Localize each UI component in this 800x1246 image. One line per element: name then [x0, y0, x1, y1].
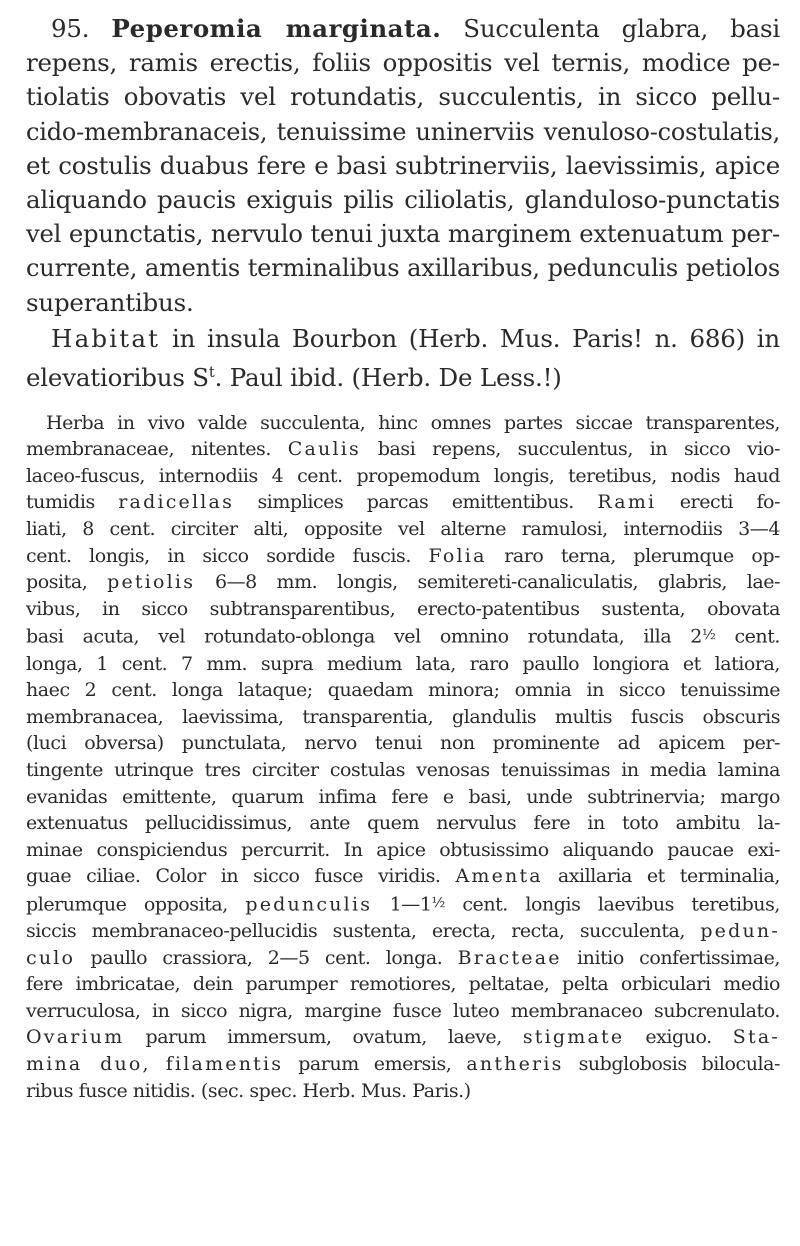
description-line: haec 2 cent. longa lataque; quaedam minora; omnia in sicco tenuissime	[26, 679, 780, 702]
habitat-line: elevatioribus $S^t$. Paul ibid. (Herb. De Less.!)	[26, 362, 562, 392]
description-line: laceo-fuscus, internodiis 4 cent. propemodum longis, teretibus, nodis haud	[26, 464, 780, 487]
description-line: fere imbricatae, dein parumper remotiores, peltatae, pelta orbiculari medio	[26, 973, 780, 996]
description-line: vibus, in sicco subtransparentibus, erecto-patentibus sustenta, obovata	[26, 597, 780, 620]
diagnosis-line: repens, ramis erectis, foliis oppositis vel ternis, modice pe-	[26, 48, 780, 78]
description-line: extenuatus pellucidissimus, ante quem nervulus fere in toto ambitu la-	[26, 812, 780, 835]
species-diagnosis	[26, 12, 780, 320]
habitat-line: Habitat in insula Bourbon (Herb. Mus. Paris! n. 686) in	[51, 323, 780, 353]
diagnosis-line: cido-membranaceis, tenuissime uninerviis venuloso-costulatis,	[26, 117, 780, 146]
species-number: 95.	[51, 14, 90, 43]
description-line: posita, petiolis 6—8 mm. longis, semitereti-canaliculatis, glabris, lae-	[26, 571, 781, 594]
description-line: liati, 8 cent. circiter alti, opposite vel alterne ramulosi, internodiis 3—4	[26, 518, 780, 541]
description-line: Herba in vivo valde succulenta, hinc omnes partes siccae transparentes,	[46, 411, 780, 434]
description-line: cent. longis, in sicco sordide fuscis. Folia raro terna, plerumque op-	[26, 544, 781, 567]
description-line: verruculosa, in sicco nigra, margine fusce luteo membranaceo subcrenulato.	[26, 999, 780, 1022]
diagnosis-line: vel epunctatis, nervulo tenui juxta marginem extenuatum per-	[26, 219, 780, 249]
description-line: tumidis radicellas simplices parcas emittentibus. Rami erecti fo-	[26, 491, 780, 514]
description-line: membranaceae, nitentes. Caulis basi repens, succulentus, in sicco vio-	[26, 438, 781, 461]
description-line: mina duo, filamentis parum emersis, antheris subglobosis bilocula-	[26, 1053, 781, 1076]
description-line: tingente utrinque tres circiter costulas venosas tenuissimas in media lamina	[26, 758, 780, 781]
document-page	[26, 12, 780, 1104]
habitat-paragraph	[26, 322, 780, 395]
diagnosis-line: aliquando paucis exiguis pilis ciliolatis, glanduloso-punctatis	[26, 185, 780, 215]
description-line: longa, 1 cent. 7 mm. supra medium lata, raro paullo longiora et latiora,	[26, 652, 780, 675]
description-line: basi acuta, vel rotundato-oblonga vel omnino rotundata, illa 2½ cent.	[26, 625, 780, 648]
diagnosis-line: tiolatis obovatis vel rotundatis, succulentis, in sicco pellu-	[26, 82, 780, 112]
description-line: culo paullo crassiora, 2—5 cent. longa. Bracteae initio confertissimae,	[26, 946, 781, 969]
description-line: plerumque opposita, pedunculis 1—1½ cent. longis laevibus teretibus,	[26, 893, 780, 916]
description-paragraph	[26, 410, 780, 1105]
description-line: ribus fusce nitidis. (sec. spec. Herb. Mus. Paris.)	[26, 1079, 471, 1102]
description-line: siccis membranaceo-pellucidis sustenta, erecta, recta, succulenta, pedun-	[26, 920, 780, 943]
diagnosis-line: currente, amentis terminalibus axillaribus, pedunculis petiolos	[26, 254, 780, 283]
description-line: evanidas emittente, quarum infima fere e basi, unde subtrinervia; margo	[26, 785, 780, 808]
diagnosis-line: 95. Peperomia marginata. Succulenta glabra, basi	[51, 14, 780, 43]
description-line: guae ciliae. Color in sicco fusce viridis. Amenta axillaria et terminalia,	[26, 865, 780, 888]
description-line: (luci obversa) punctulata, nervo tenui non prominente ad apicem per-	[26, 732, 780, 755]
description-line: minae conspiciendus percurrit. In apice obtusissimo aliquando paucae exi-	[26, 838, 780, 861]
habitat-label: Habitat	[51, 323, 161, 353]
description-line: Ovarium parum immersum, ovatum, laeve, stigmate exiguo. Sta-	[26, 1026, 780, 1049]
species-name: Peperomia marginata.	[111, 14, 442, 43]
description-line: membranacea, laevissima, transparentia, glandulis multis fuscis obscuris	[26, 705, 780, 728]
diagnosis-line: et costulis duabus fere e basi subtrinerviis, laevissimis, apice	[26, 150, 780, 180]
diagnosis-line: superantibus.	[26, 287, 194, 317]
